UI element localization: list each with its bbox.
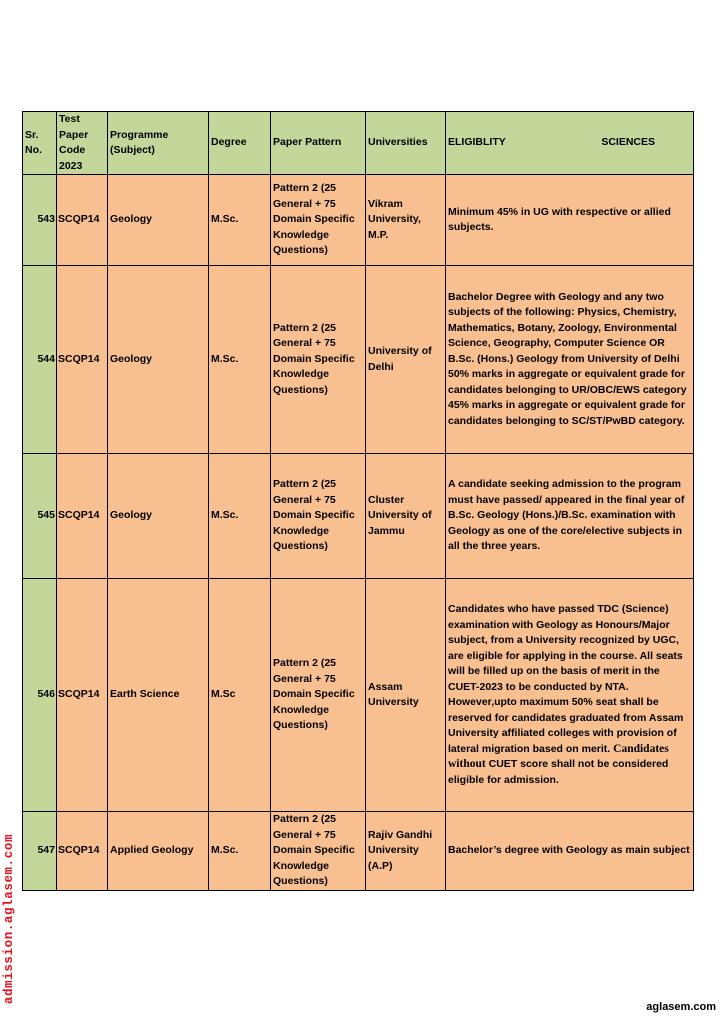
table-header-row	[23, 112, 694, 175]
row-eligibility: Bachelor’s degree with Geology as main subject	[446, 812, 694, 891]
row-eligibility	[446, 579, 694, 812]
row-university: Vikram University, M.P.	[366, 175, 446, 266]
row-sr-no: 545	[23, 454, 57, 579]
header-stream-label: SCIENCES	[601, 136, 655, 149]
table-row	[23, 454, 694, 579]
row-paper-pattern: Pattern 2 (25 General + 75 Domain Specific Knowledge Questions)	[271, 454, 366, 579]
row-university: University of Delhi	[366, 266, 446, 454]
row-programme: Earth Science	[108, 579, 209, 812]
row-sr-no: 543	[23, 175, 57, 266]
table-row	[23, 812, 694, 891]
row-programme: Geology	[108, 175, 209, 266]
row-paper-code: SCQP14	[57, 175, 108, 266]
row-eligibility: Minimum 45% in UG with respective or allied subjects.	[446, 175, 694, 266]
header-universities: Universities	[366, 112, 446, 175]
row-eligibility: Bachelor Degree with Geology and any two subjects of the following: Physics, Chemistry, Mathematics, Botany, Zoology, Environmental Science, Geography, Computer Science OR B.Sc. (Hons.) Geology from University of Delhi 50% marks in aggregate or equivalent grade for candidates belonging to UR/OBC/EWS category 45% marks in aggregate or equivalent grade for candidates belonging to SC/ST/PwBD category.	[446, 266, 694, 454]
row-paper-pattern: Pattern 2 (25 General + 75 Domain Specific Knowledge Questions)	[271, 266, 366, 454]
row-eligibility-text: Candidates who have passed TDC (Science) examination with Geology as Honours/Major subject, from a University recognized by UGC, are eligible for applying in the course. All seats will be filled up on the basis of merit in the CUET-2023 to be conducted by NTA. However,upto maximum 50% seat shall be reserved for candidates graduated from Assam University affiliated colleges with provision of lateral migration based on merit.	[448, 603, 684, 755]
table-row	[23, 266, 694, 454]
row-degree: M.Sc.	[209, 454, 271, 579]
row-paper-pattern: Pattern 2 (25 General + 75 Domain Specific Knowledge Questions)	[271, 175, 366, 266]
row-paper-code: SCQP14	[57, 812, 108, 891]
row-degree: M.Sc	[209, 579, 271, 812]
row-university: Cluster University of Jammu	[366, 454, 446, 579]
row-eligibility-note: CUET score shall not be considered eligible for admission.	[448, 758, 669, 786]
table-row	[23, 175, 694, 266]
row-paper-code: SCQP14	[57, 266, 108, 454]
row-programme: Geology	[108, 454, 209, 579]
header-programme: Programme (Subject)	[108, 112, 209, 175]
row-programme: Applied Geology	[108, 812, 209, 891]
row-paper-pattern: Pattern 2 (25 General + 75 Domain Specific Knowledge Questions)	[271, 579, 366, 812]
footer-brand: aglasem.com	[646, 1001, 716, 1013]
row-degree: M.Sc.	[209, 175, 271, 266]
row-paper-code: SCQP14	[57, 454, 108, 579]
watermark-url: admission.aglasem.com	[2, 833, 16, 1005]
row-sr-no: 547	[23, 812, 57, 891]
row-sr-no: 544	[23, 266, 57, 454]
header-eligibility	[446, 112, 694, 175]
row-degree: M.Sc.	[209, 266, 271, 454]
header-degree: Degree	[209, 112, 271, 175]
row-paper-pattern: Pattern 2 (25 General + 75 Domain Specific Knowledge Questions)	[271, 812, 366, 891]
row-degree: M.Sc.	[209, 812, 271, 891]
row-programme: Geology	[108, 266, 209, 454]
header-test-paper-code: Test Paper Code 2023	[57, 112, 108, 175]
row-sr-no: 546	[23, 579, 57, 812]
row-eligibility-note-serif: Candidates without	[448, 742, 669, 770]
table-row	[23, 579, 694, 812]
header-sr-no: Sr. No.	[23, 112, 57, 175]
header-eligibility-label: ELIGIBLITY	[448, 136, 506, 149]
row-paper-code: SCQP14	[57, 579, 108, 812]
row-university: Assam University	[366, 579, 446, 812]
header-paper-pattern: Paper Pattern	[271, 112, 366, 175]
row-eligibility: A candidate seeking admission to the program must have passed/ appeared in the final year of B.Sc. Geology (Hons.)/B.Sc. examination with Geology as one of the core/elective subjects in all the three years.	[446, 454, 694, 579]
row-university: Rajiv Gandhi University (A.P)	[366, 812, 446, 891]
eligibility-table	[22, 111, 694, 891]
